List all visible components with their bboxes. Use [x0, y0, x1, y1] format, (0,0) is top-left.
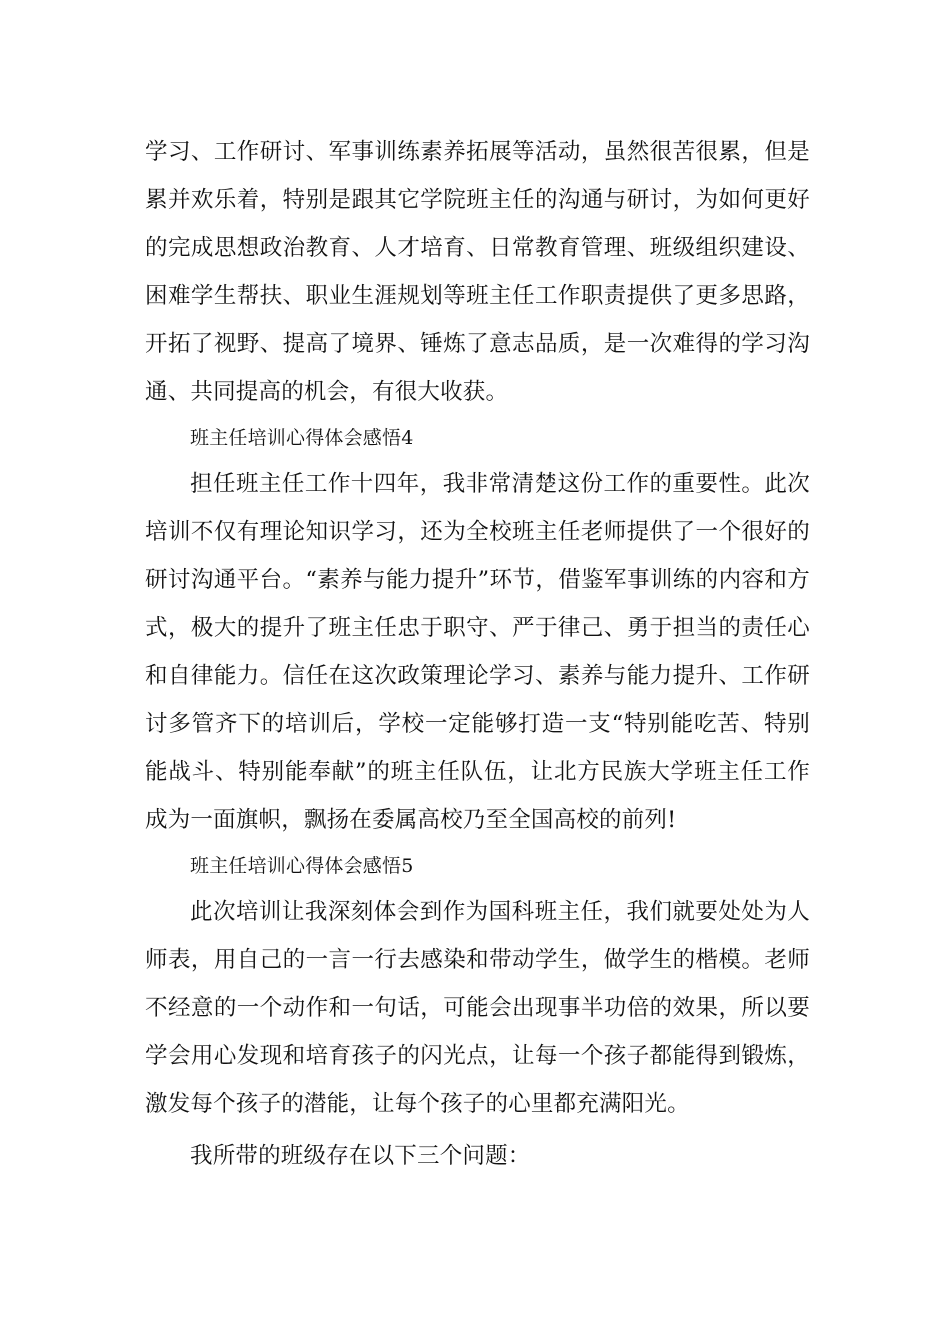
paragraph-training-summary: 学习、工作研讨、军事训练素养拓展等活动，虽然很苦很累，但是累并欢乐着，特别是跟其它学院班主任的沟通与研讨，为如何更好的完成思想政治教育、人才培育、日常教育管理、班级组织建设、困难学生帮扶、职业生涯规划等班主任工作职责提供了更多思路，开拓了视野、提高了境界、锤炼了意志品质，是一次难得的学习沟通、共同提高的机会，有很大收获。 — [145, 139, 810, 405]
section-heading-5: 班主任培训心得体会感悟5 — [190, 855, 414, 877]
section-heading-4: 班主任培训心得体会感悟4 — [190, 427, 414, 449]
paragraph-section-5: 此次培训让我深刻体会到作为国科班主任，我们就要处处为人师表，用自己的一言一行去感染和带动学生，做学生的楷模。老师不经意的一个动作和一句话，可能会出现事半功倍的效果，所以要学会用心发现和培育孩子的闪光点，让每一个孩子都能得到锻炼，激发每个孩子的潜能，让每个孩子的心里都充满阳光。 — [145, 899, 810, 1117]
paragraph-section-4: 担任班主任工作十四年，我非常清楚这份工作的重要性。此次培训不仅有理论知识学习，还为全校班主任老师提供了一个很好的研讨沟通平台。“素养与能力提升”环节，借鉴军事训练的内容和方式，极大的提升了班主任忠于职守、严于律己、勇于担当的责任心和自律能力。信任在这次政策理论学习、素养与能力提升、工作研讨多管齐下的培训后，学校一定能够打造一支“特别能吃苦、特别能战斗、特别能奉献”的班主任队伍，让北方民族大学班主任工作成为一面旗帜，飘扬在委属高校乃至全国高校的前列! — [145, 471, 810, 833]
paragraph-class-problems: 我所带的班级存在以下三个问题： — [190, 1143, 531, 1169]
document-body — [145, 128, 810, 1180]
